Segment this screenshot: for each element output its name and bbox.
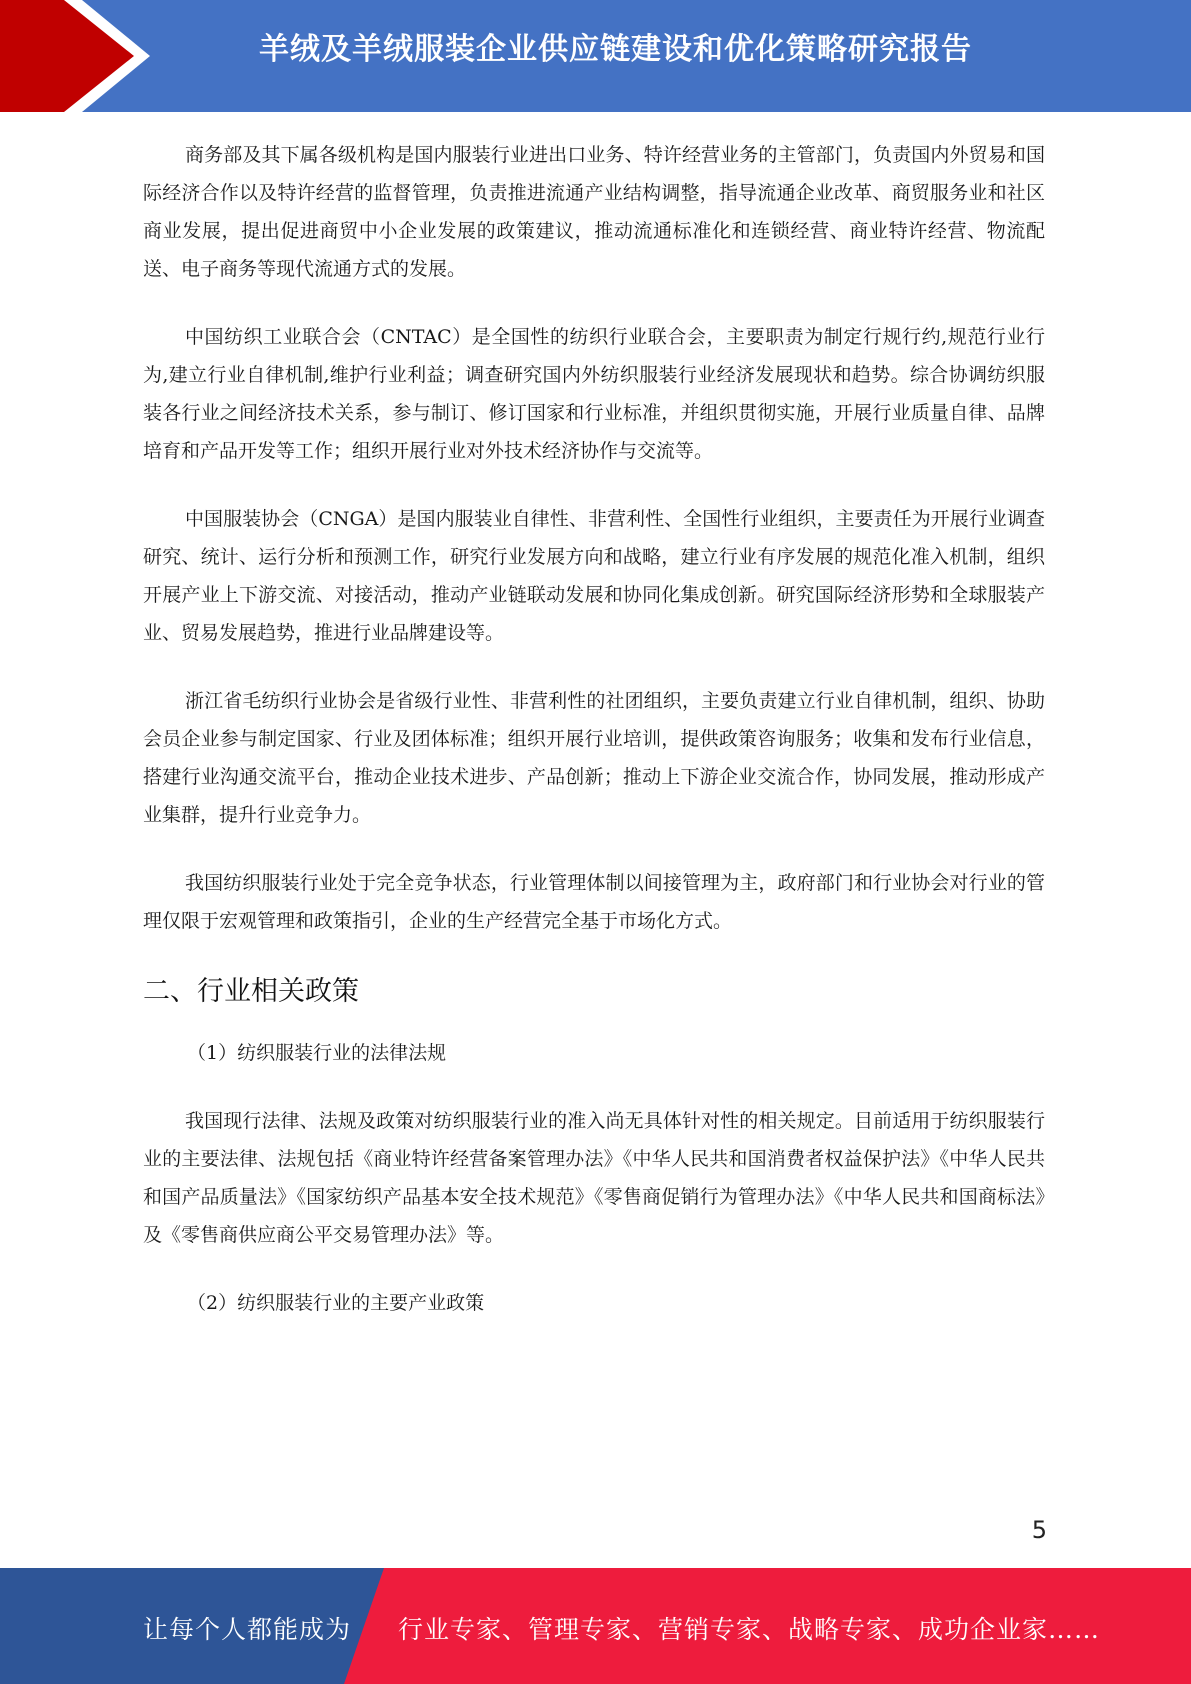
page-header [0, 0, 1191, 112]
page-footer [0, 1568, 1191, 1684]
paragraph-mofcom: 商务部及其下属各级机构是国内服装行业进出口业务、特许经营业务的主管部门，负责国内外贸易和国际经济合作以及特许经营的监督管理，负责推进流通产业结构调整，指导流通企业改革、商贸服务业和社区商业发展，提出促进商贸中小企业发展的政策建议，推动流通标准化和连锁经营、商业特许经营、物流配送、电子商务等现代流通方式的发展。 [143, 144, 1045, 280]
paragraph-zhejiang-association: 浙江省毛纺织行业协会是省级行业性、非营利性的社团组织，主要负责建立行业自律机制，组织、协助会员企业参与制定国家、行业及团体标准；组织开展行业培训，提供政策咨询服务；收集和发布行业信息，搭建行业沟通交流平台，推动企业技术进步、产品创新；推动上下游企业交流合作，协同发展，推动形成产业集群，提升行业竞争力。 [143, 690, 1045, 826]
footer-slogan-right: 行业专家、管理专家、营销专家、战略专家、成功企业家…… [398, 1615, 1101, 1644]
section-heading: 二、行业相关政策 [143, 976, 359, 1007]
paragraph-cnga: 中国服装协会（CNGA）是国内服装业自律性、非营利性、全国性行业组织，主要责任为开展行业调查研究、统计、运行分析和预测工作，研究行业发展方向和战略，建立行业有序发展的规范化准入机制，组织开展产业上下游交流、对接活动，推动产业链联动发展和协同化集成创新。研究国际经济形势和全球服装产业、贸易发展趋势，推进行业品牌建设等。 [143, 508, 1045, 644]
footer-slogan-left: 让每个人都能成为 [143, 1615, 352, 1644]
paragraph-laws: 我国现行法律、法规及政策对纺织服装行业的准入尚无具体针对性的相关规定。目前适用于纺织服装行业的主要法律、法规包括《商业特许经营备案管理办法》《中华人民共和国消费者权益保护法》《中华人民共和国产品质量法》《国家纺织产品基本安全技术规范》《零售商促销行为管理办法》《中华人民共和国商标法》及《零售商供应商公平交易管理办法》等。 [143, 1110, 1045, 1246]
subheading-industry-policy: （2）纺织服装行业的主要产业政策 [187, 1292, 485, 1314]
paragraph-cntac: 中国纺织工业联合会（CNTAC）是全国性的纺织行业联合会，主要职责为制定行规行约,规范行业行为,建立行业自律机制,维护行业利益；调查研究国内外纺织服装行业经济发展现状和趋势。综合协调纺织服装各行业之间经济技术关系，参与制订、修订国家和行业标准，并组织贯彻实施，开展行业质量自律、品牌培育和产品开发等工作；组织开展行业对外技术经济协作与交流等。 [143, 326, 1045, 462]
page-number: 5 [1031, 1516, 1047, 1544]
page-content [143, 136, 1045, 1352]
document-title: 羊绒及羊绒服装企业供应链建设和优化策略研究报告 [259, 32, 972, 67]
paragraph-management-system: 我国纺织服装行业处于完全竞争状态，行业管理体制以间接管理为主，政府部门和行业协会对行业的管理仅限于宏观管理和政策指引，企业的生产经营完全基于市场化方式。 [143, 872, 1045, 932]
subheading-laws: （1）纺织服装行业的法律法规 [187, 1042, 447, 1064]
